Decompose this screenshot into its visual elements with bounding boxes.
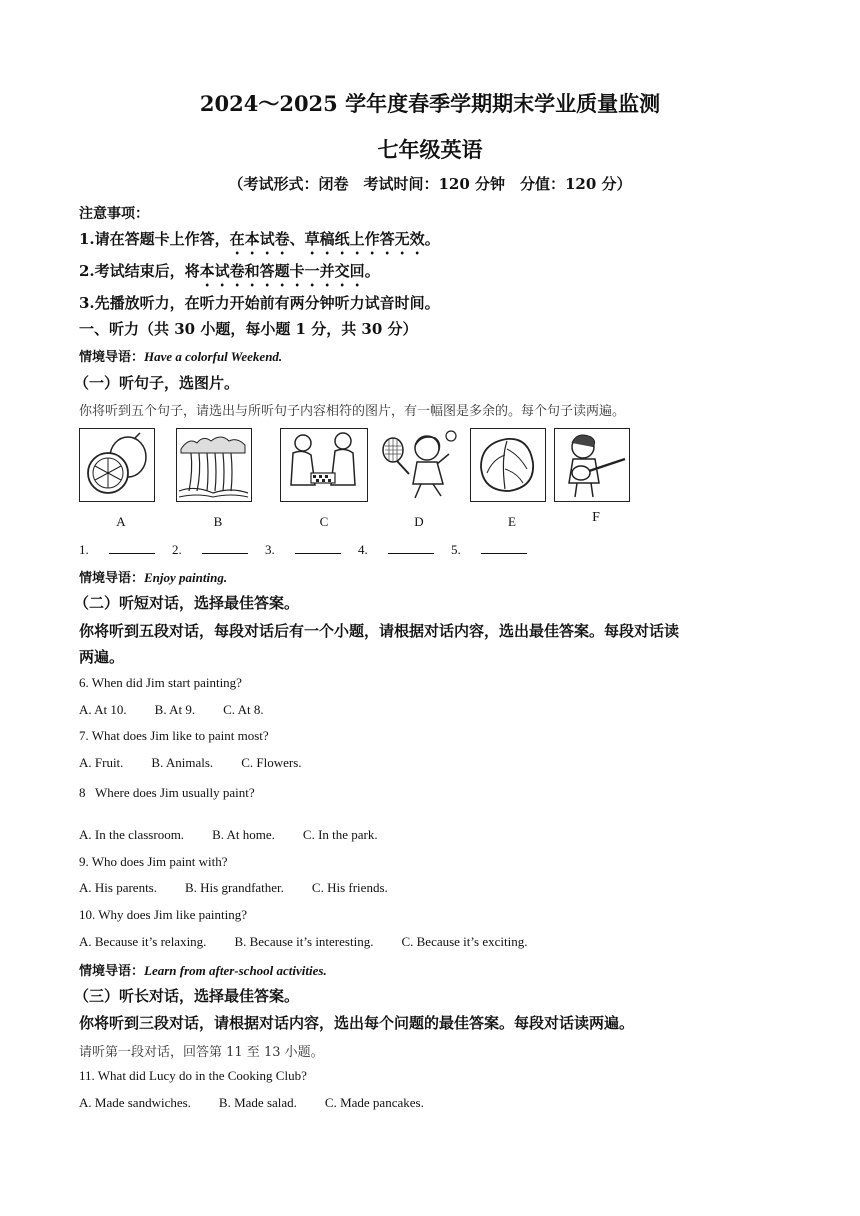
notice-item-1-emphasis: 在本试卷、草稿纸上作答无效	[229, 230, 425, 248]
context-2-text: Enjoy painting.	[144, 570, 228, 585]
lemon-icon	[79, 428, 155, 502]
notice-item-2-suffix: 。	[364, 262, 380, 280]
chess-players-icon	[280, 428, 368, 502]
waterfall-icon	[176, 428, 252, 502]
blank-3[interactable]	[295, 541, 341, 554]
part-2-instruction-line-2: 两遍。	[79, 648, 125, 666]
option-10c[interactable]: C. Because it’s exciting.	[401, 934, 528, 949]
picture-label-a: A	[116, 514, 126, 529]
notice-item-1-suffix: 。	[424, 230, 440, 248]
option-6c[interactable]: C. At 8.	[223, 702, 264, 717]
question-7: 7. What does Jim like to paint most?	[79, 728, 269, 743]
option-9a[interactable]: A. His parents.	[79, 880, 157, 895]
question-8-options	[79, 827, 406, 843]
notice-item-1	[79, 228, 440, 258]
context-2	[79, 567, 227, 586]
picture-options	[79, 428, 639, 538]
question-11-options	[79, 1095, 452, 1111]
notice-item-3: 3.先播放听力，在听力开始前有两分钟听力试音时间。	[79, 294, 440, 312]
option-11a[interactable]: A. Made sandwiches.	[79, 1095, 191, 1110]
option-6a[interactable]: A. At 10.	[79, 702, 127, 717]
blank-label-2: 2.	[172, 542, 182, 557]
part-3-instruction: 你将听到三段对话，请根据对话内容，选出每个问题的最佳答案。每段对话读两遍。	[79, 1014, 635, 1032]
exam-title: 2024～2025 学年度春季学期期末学业质量监测	[199, 91, 661, 116]
option-8a[interactable]: A. In the classroom.	[79, 827, 185, 842]
blank-label-4: 4.	[358, 542, 368, 557]
option-6b[interactable]: B. At 9.	[154, 702, 196, 717]
exam-subtitle: 七年级英语	[377, 137, 483, 162]
option-8b[interactable]: B. At home.	[212, 827, 275, 842]
blank-label-3: 3.	[265, 542, 275, 557]
option-10a[interactable]: A. Because it’s relaxing.	[79, 934, 207, 949]
question-10-options	[79, 934, 555, 950]
exam-info: （考试形式：闭卷 考试时间：120 分钟 分值：120 分）	[228, 175, 632, 193]
blank-label-1: 1.	[79, 542, 89, 557]
context-3	[79, 960, 327, 979]
option-11c[interactable]: C. Made pancakes.	[324, 1095, 424, 1110]
picture-label-c: C	[319, 514, 329, 529]
girl-tennis-icon	[375, 428, 463, 502]
section-1-heading: 一、听力（共 30 小题，每小题 1 分，共 30 分）	[79, 320, 418, 338]
option-7b[interactable]: B. Animals.	[151, 755, 214, 770]
notice-heading: 注意事项：	[79, 206, 149, 222]
blank-2[interactable]	[202, 541, 248, 554]
part-2-heading: （二）听短对话，选择最佳答案。	[74, 594, 300, 612]
notice-item-1-prefix: 1.请在答题卡上作答，	[79, 230, 230, 248]
question-6: 6. When did Jim start painting?	[79, 675, 242, 690]
blank-label-5: 5.	[451, 542, 461, 557]
blank-1[interactable]	[109, 541, 155, 554]
context-1	[79, 346, 282, 365]
option-7a[interactable]: A. Fruit.	[79, 755, 124, 770]
cabbage-icon	[470, 428, 546, 502]
context-3-label: 情境导语：	[79, 964, 145, 979]
question-6-options	[79, 702, 292, 718]
notice-item-2	[79, 260, 380, 290]
context-1-label: 情境导语：	[79, 350, 145, 365]
blank-5[interactable]	[481, 541, 527, 554]
context-3-text: Learn from after-school activities.	[144, 963, 327, 978]
question-9: 9. Who does Jim paint with?	[79, 854, 228, 869]
question-8: 8 Where does Jim usually paint?	[79, 785, 255, 800]
question-9-options	[79, 880, 416, 896]
picture-label-d: D	[414, 514, 424, 529]
question-11: 11. What did Lucy do in the Cooking Club?	[79, 1068, 307, 1083]
part-1-instruction: 你将听到五个句子，请选出与所听句子内容相符的图片，有一幅图是多余的。每个句子读两遍。	[79, 404, 626, 419]
part-1-heading: （一）听句子，选图片。	[74, 374, 240, 392]
notice-item-2-prefix: 2.考试结束后，将	[79, 262, 200, 280]
option-10b[interactable]: B. Because it’s interesting.	[234, 934, 374, 949]
answer-blanks	[79, 541, 541, 558]
question-7-options	[79, 755, 330, 771]
part-2-instruction-line-1: 你将听到五段对话，每段对话后有一个小题，请根据对话内容，选出最佳答案。每段对话读	[79, 622, 680, 640]
blank-4[interactable]	[388, 541, 434, 554]
option-8c[interactable]: C. In the park.	[302, 827, 378, 842]
question-10: 10. Why does Jim like painting?	[79, 907, 248, 922]
picture-label-b: B	[213, 514, 223, 529]
notice-item-2-emphasis: 本试卷和答题卡一并交回	[199, 262, 365, 280]
part-3-heading: （三）听长对话，选择最佳答案。	[74, 987, 300, 1005]
option-9b[interactable]: B. His grandfather.	[185, 880, 284, 895]
picture-label-e: E	[508, 514, 516, 529]
picture-label-f: F	[592, 510, 600, 525]
option-7c[interactable]: C. Flowers.	[241, 755, 302, 770]
boy-guitar-icon	[554, 428, 630, 502]
option-11b[interactable]: B. Made salad.	[218, 1095, 297, 1110]
context-2-label: 情境导语：	[79, 571, 145, 586]
option-9c[interactable]: C. His friends.	[311, 880, 388, 895]
context-1-text: Have a colorful Weekend.	[144, 349, 283, 364]
part-3-sub-instruction: 请听第一段对话，回答第 11 至 13 小题。	[79, 1045, 324, 1060]
